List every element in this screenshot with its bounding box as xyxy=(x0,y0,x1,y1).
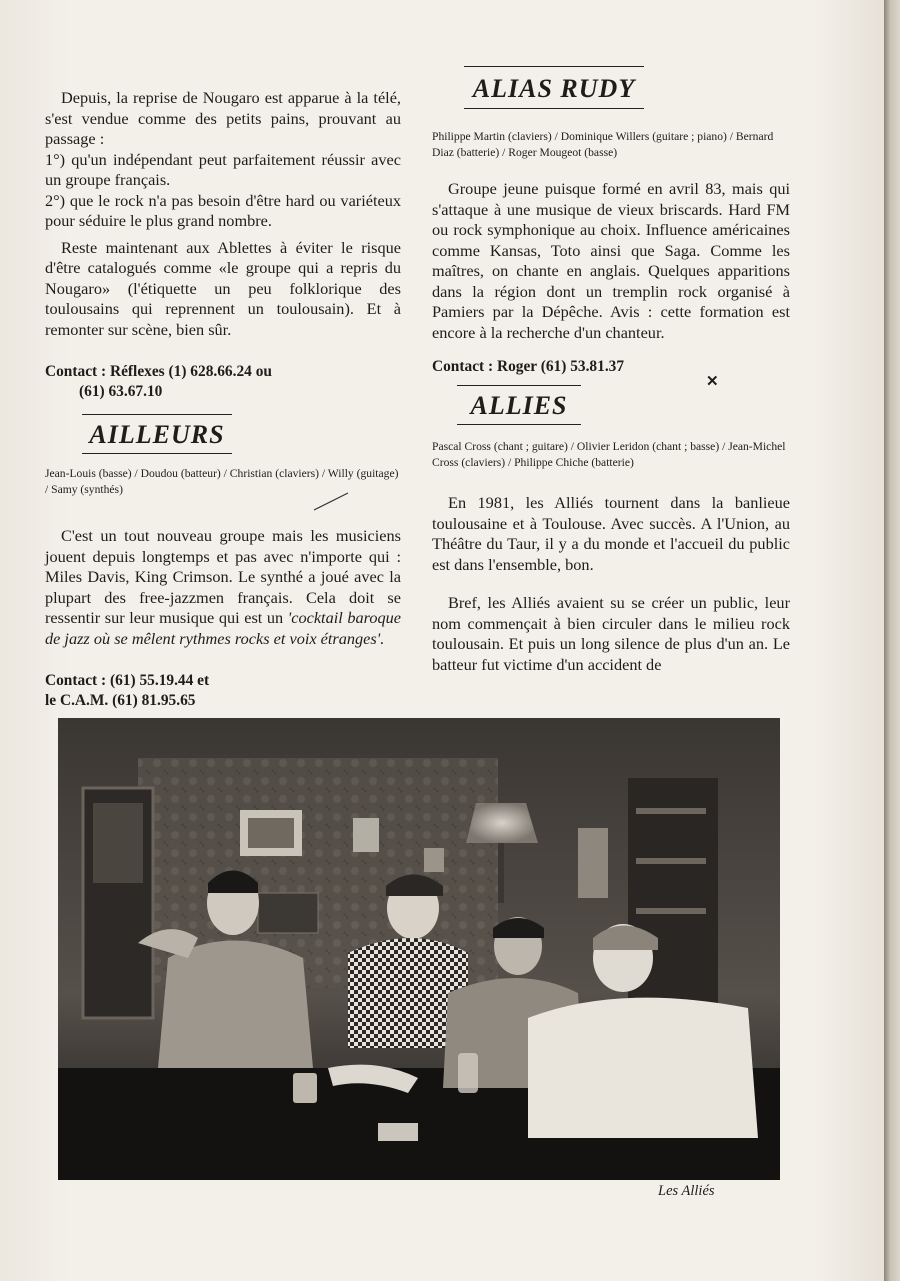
ailleurs-contact: Contact : (61) 55.19.44 et le C.A.M. (61) 81.95.65 xyxy=(45,672,210,709)
alias-rudy-contact: Contact : Roger (61) 53.81.37 xyxy=(432,358,625,375)
page-edge xyxy=(884,0,900,1281)
allies-paragraph-1: En 1981, les Alliés tournent dans la banlieue toulousaine et à Toulouse. Avec succès. A l'Union, au Théâtre du Taur, il y a du monde et l'accueil du public est dans l'ensemble, bon. xyxy=(432,493,790,574)
ailleurs-heading xyxy=(67,414,247,454)
intro-point-2: 2°) que le rock n'a pas besoin d'être hard ou variéteux pour séduire le plus grand nombre. xyxy=(45,190,401,230)
section-title: ALIAS RUDY xyxy=(472,74,636,103)
reflexes-contact: Contact : Réflexes (1) 628.66.24 ou (61) 63.67.10 xyxy=(45,363,272,400)
intro-paragraph: Depuis, la reprise de Nougaro est apparue à la télé, s'est vendue comme des petits pains, prouvant au passage : xyxy=(45,88,401,148)
band-photo-image xyxy=(58,718,780,1180)
photo-caption: Les Alliés xyxy=(658,1183,715,1199)
section-title: ALLIES xyxy=(470,391,568,420)
cross-mark-icon: ✕ xyxy=(706,374,719,390)
rule-top xyxy=(457,385,581,386)
ailleurs-members: Jean-Louis (basse) / Doudou (batteur) / Christian (claviers) / Willy (guitage) / Samy (synthés) xyxy=(45,467,399,496)
intro-point-1: 1°) qu'un indépendant peut parfaitement réussir avec un groupe français. xyxy=(45,149,401,189)
alias-rudy-heading xyxy=(462,66,646,109)
allies-members: Pascal Cross (chant ; guitare) / Olivier Leridon (chant ; basse) / Jean-Michel Cross (claviers) / Philippe Chiche (batterie) xyxy=(432,440,786,469)
allies-paragraph-2: Bref, les Alliés avaient su se créer un public, leur nom commençait à bien circuler dans le milieu rock toulousain. Et puis un long silence de plus d'un an. Le batteur fut victime d'un accident de xyxy=(432,593,790,674)
ailleurs-paragraph: C'est un tout nouveau groupe mais les musiciens jouent depuis longtemps et pas avec n'importe qui : Miles Davis, King Crimson. Le synthé a joué avec la plupart des free-jazzmen français. Cela doit se ressentir sur leur musique qui est un 'cocktail baroque de jazz où se mêlent rythmes rocks et voix étranges'. xyxy=(45,526,402,648)
allies-heading xyxy=(454,385,584,425)
right-column xyxy=(432,66,790,675)
intro-conclusion: Reste maintenant aux Ablettes à éviter le risque d'être catalogués comme «le groupe qui a repris du Nougaro» (l'étiquette un peu folklorique des toulousains qui reprennent un toulousain). Et à remonter sur scène, bien sûr. xyxy=(45,237,401,339)
rule-top xyxy=(82,414,232,415)
alias-rudy-paragraph: Groupe jeune puisque formé en avril 83, mais qui s'attaque à une musique de vieux briscards. Hard FM ou rock symphonique au choix. Influence américaines comme Kansas, Toto ainsi que Saga. Comme les maîtres, on chante en anglais. Quelques apparitions dans la région dont un tremplin rock organisé à Pamiers par la Dépêche. Avis : cette formation est encore à la recherche d'un chanteur. xyxy=(432,179,790,342)
left-column xyxy=(45,88,401,711)
pencil-mark xyxy=(312,490,352,514)
section-title: AILLEURS xyxy=(89,420,225,449)
rule-top xyxy=(464,66,644,67)
alias-rudy-members: Philippe Martin (claviers) / Dominique Willers (guitare ; piano) / Bernard Diaz (batterie) / Roger Mougeot (basse) xyxy=(432,130,774,159)
band-photo xyxy=(58,718,780,1180)
